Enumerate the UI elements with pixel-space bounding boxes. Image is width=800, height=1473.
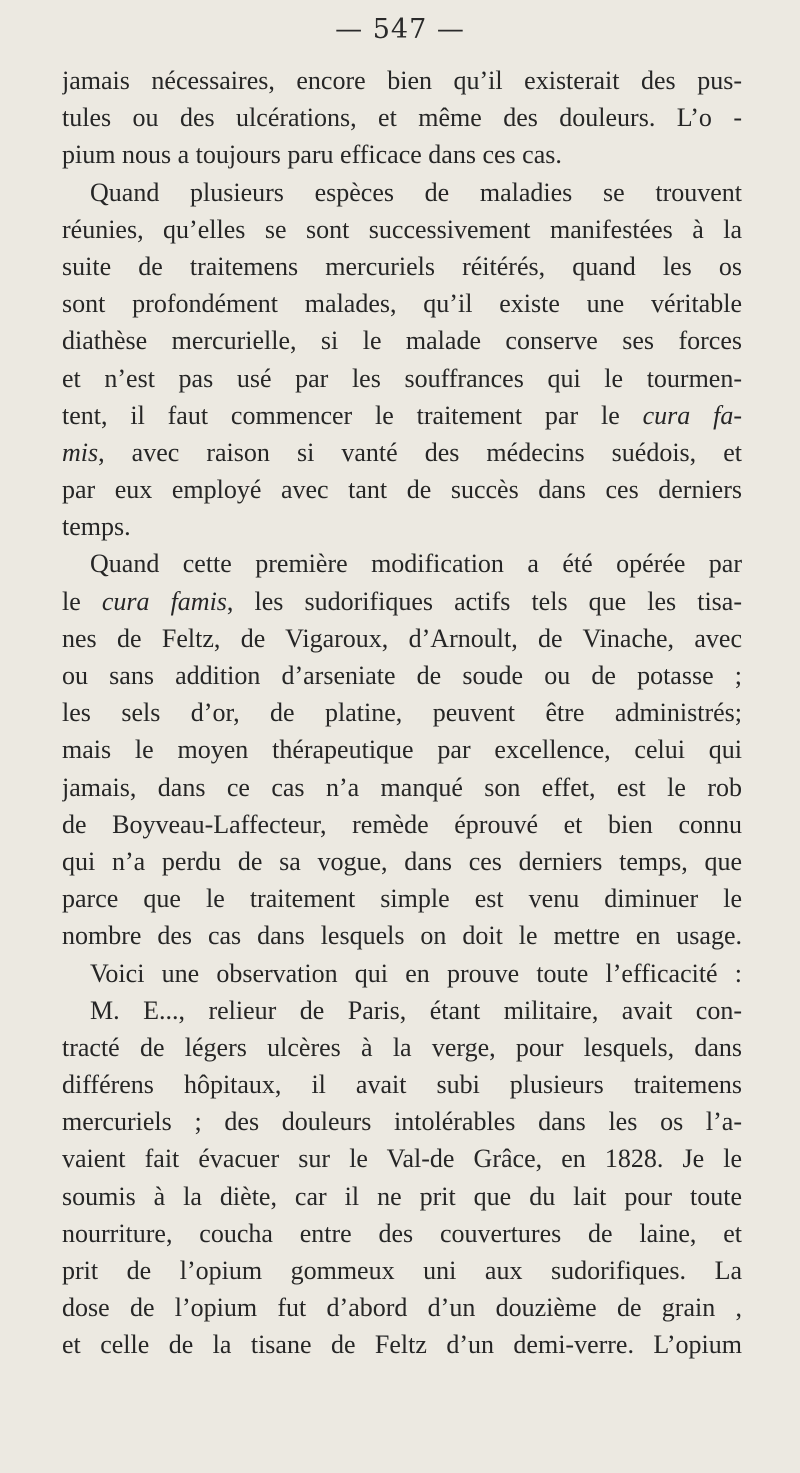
- text-line: ou sans addition d’arseniate de soude ou de potasse ;: [62, 661, 742, 690]
- text-line: et n’est pas usé par les souffrances qui le tourmen-: [62, 363, 742, 393]
- text-line: tracté de légers ulcères à la verge, pour lesquels, dans: [62, 1032, 742, 1062]
- text-line: réunies, qu’elles se sont successivement manifestées à la: [62, 214, 742, 244]
- text-line: tent, il faut commencer le traitement par le cura fa-: [62, 400, 742, 430]
- text-line: mais le moyen thérapeutique par excellence, celui qui: [62, 735, 742, 765]
- text-line: de Boyveau-Laffecteur, remède éprouvé et bien connu: [62, 809, 742, 839]
- text-line: dose de l’opium fut d’abord d’un douzième de grain ,: [62, 1293, 742, 1323]
- text-line: nombre des cas dans lesquels on doit le mettre en usage.: [62, 921, 742, 951]
- text-line: parce que le traitement simple est venu diminuer le: [62, 884, 742, 914]
- page-number: — 547 —: [335, 14, 465, 45]
- text-line: différens hôpitaux, il avait subi plusieurs traitemens: [62, 1070, 742, 1100]
- text-line: nes de Feltz, de Vigaroux, d’Arnoult, de Vinache, avec: [62, 623, 742, 653]
- text-line: jamais, dans ce cas n’a manqué son effet, est le rob: [62, 772, 742, 802]
- text-line: jamais nécessaires, encore bien qu’il existerait des pus-: [62, 66, 742, 95]
- text-line: Voici une observation qui en prouve toute l’efficacité :: [90, 958, 742, 988]
- text-line: Quand cette première modification a été opérée par: [90, 549, 742, 579]
- text-line: diathèse mercurielle, si le malade conserve ses forces: [62, 326, 742, 356]
- text-line: le cura famis, les sudorifiques actifs tels que les tisa-: [62, 586, 742, 616]
- text-line: vaient fait évacuer sur le Val-de Grâce, en 1828. Je le: [62, 1144, 742, 1174]
- text-line: les sels d’or, de platine, peuvent être administrés;: [62, 698, 742, 728]
- text-line: M. E..., relieur de Paris, étant militaire, avait con-: [90, 995, 742, 1025]
- text-line: mis, avec raison si vanté des médecins suédois, et: [62, 437, 742, 467]
- text-line: mercuriels ; des douleurs intolérables dans les os l’a-: [62, 1107, 742, 1137]
- text-line: par eux employé avec tant de succès dans ces derniers: [62, 475, 742, 505]
- text-line: suite de traitemens mercuriels réitérés, quand les os: [62, 251, 742, 281]
- text-line: qui n’a perdu de sa vogue, dans ces derniers temps, que: [62, 846, 742, 876]
- text-line: temps.: [62, 512, 131, 542]
- text-line: prit de l’opium gommeux uni aux sudorifiques. La: [62, 1256, 742, 1285]
- text-line: nourriture, coucha entre des couvertures de laine, et: [62, 1218, 742, 1248]
- text-line: sont profondément malades, qu’il existe une véritable: [62, 289, 742, 319]
- text-line: pium nous a toujours paru efficace dans ces cas.: [62, 140, 562, 170]
- text-line: soumis à la diète, car il ne prit que du lait pour toute: [62, 1181, 742, 1211]
- body-text: [62, 62, 742, 1364]
- text-line: Quand plusieurs espèces de maladies se trouvent: [90, 177, 742, 207]
- text-line: et celle de la tisane de Feltz d’un demi-verre. L’opium: [62, 1330, 742, 1360]
- text-line: tules ou des ulcérations, et même des douleurs. L’o -: [62, 103, 742, 133]
